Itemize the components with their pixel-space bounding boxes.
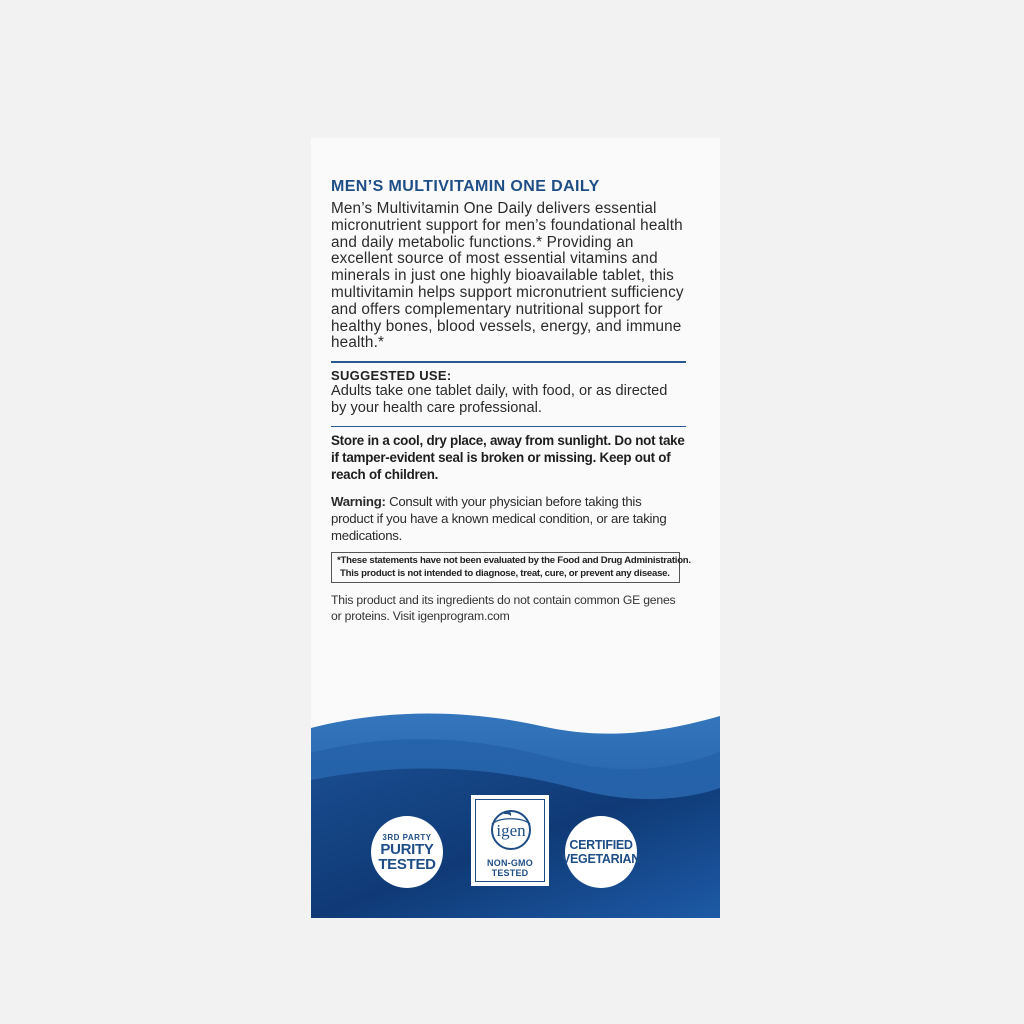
- badge-text: TESTED: [378, 855, 436, 873]
- certified-vegetarian-badge: [561, 816, 641, 888]
- igen-logo-icon: [482, 808, 540, 852]
- igen-caption-line: TESTED: [491, 868, 529, 878]
- product-title: MEN’S MULTIVITAMIN ONE DAILY: [331, 178, 600, 195]
- purity-tested-badge: [371, 816, 443, 888]
- warning-label: Warning:: [331, 494, 386, 510]
- badge-small-text: 3RD PARTY: [382, 832, 432, 842]
- fda-disclaimer-box: [331, 552, 691, 583]
- suggested-use-heading: SUGGESTED USE:: [331, 367, 452, 383]
- warning-text: [331, 493, 686, 544]
- storage-instructions: Store in a cool, dry place, away from sunlight. Do not take if tamper-evident seal is broken or missing. Keep out of reach of children.: [331, 433, 685, 483]
- igen-caption: [476, 858, 544, 878]
- product-label-panel: [311, 138, 720, 918]
- badge-text: CERTIFIED: [569, 838, 633, 852]
- igen-non-gmo-badge: [471, 795, 549, 886]
- product-description: Men’s Multivitamin One Daily delivers essential micronutrient support for men’s foundational health and daily metabolic functions.* Providing an excellent source of most essential vitamins and minerals in just one highly bioavailable tablet, this multivitamin helps support micronutrient sufficiency and offers complementary nutritional support for healthy bones, blood vessels, energy, and immune health.*: [331, 200, 684, 352]
- fda-disclaimer-line: *These statements have not been evaluated by the Food and Drug Administration.: [337, 555, 691, 567]
- divider: [331, 361, 686, 363]
- igen-caption-line: NON-GMO: [487, 858, 533, 868]
- suggested-use-text: Adults take one tablet daily, with food, or as directed by your health care professional.: [331, 382, 668, 416]
- label-text-block: [331, 178, 691, 624]
- warning-body: Consult with your physician before taking this product if you have a known medical condition, or are taking medications.: [331, 494, 667, 544]
- igen-logo-text: igen: [496, 821, 526, 840]
- badge-text: PURITY: [380, 840, 434, 858]
- fda-disclaimer-line: This product is not intended to diagnose, treat, cure, or prevent any disease.: [340, 567, 670, 579]
- gmo-note: This product and its ingredients do not contain common GE genes or proteins. Visit igenprogram.com: [331, 593, 676, 624]
- badge-text: VEGETARIAN: [561, 852, 641, 866]
- igen-frame: [475, 799, 545, 882]
- divider: [331, 426, 686, 428]
